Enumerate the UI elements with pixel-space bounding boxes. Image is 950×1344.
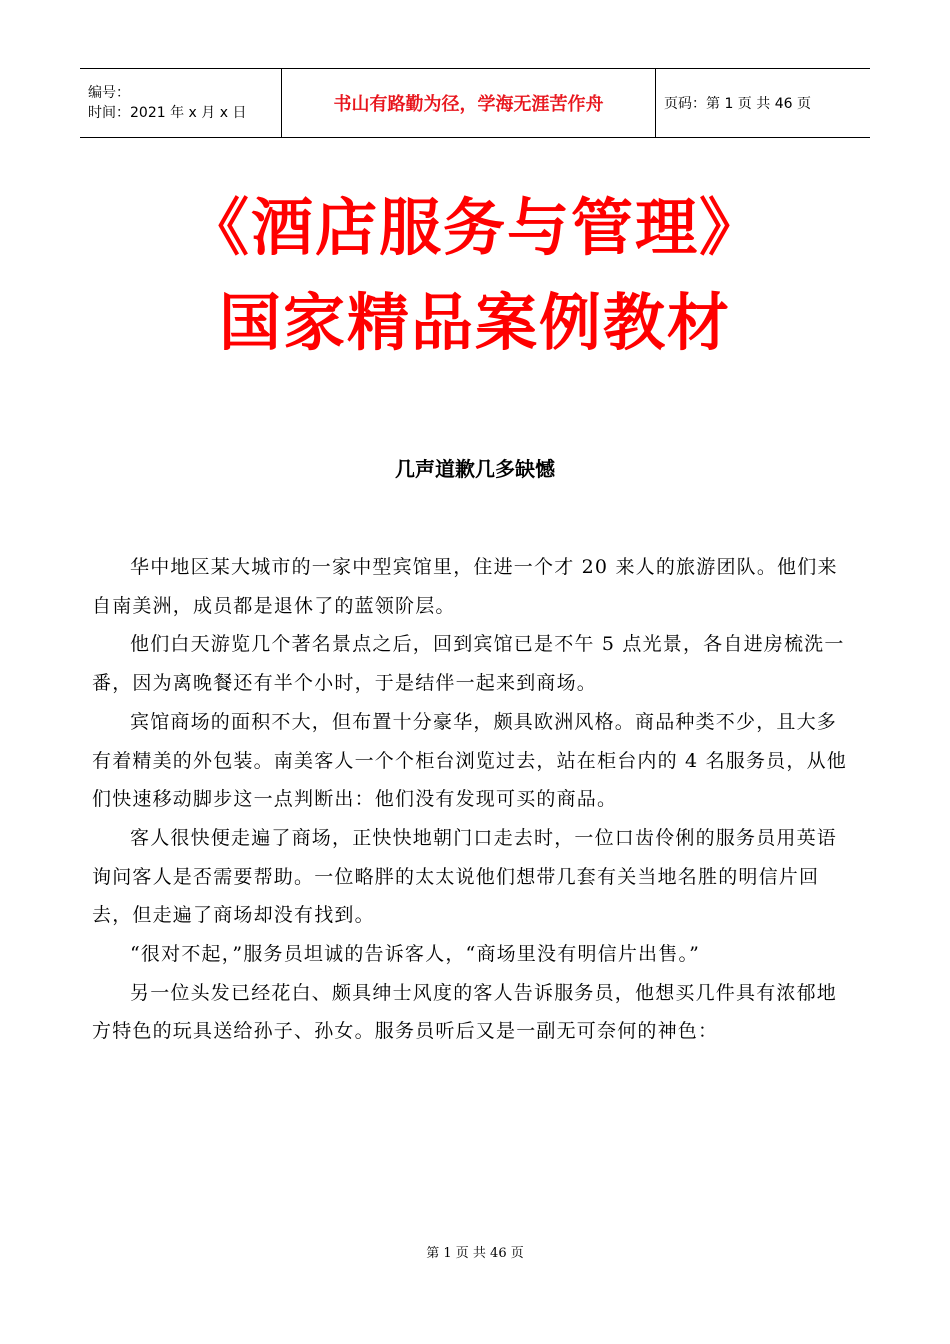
header-page-info: 页码：第 1 页 共 46 页 [664, 96, 811, 112]
paragraph: 华中地区某大城市的一家中型宾馆里，住进一个才 20 来人的旅游团队。他们来自南美洲，成员都是退休了的蓝领阶层。 [92, 556, 838, 617]
document-number-label: 编号： [88, 85, 130, 101]
main-title-line-1: 《酒店服务与管理》 [186, 191, 763, 264]
main-title-line-2: 国家精品案例教材 [218, 286, 731, 359]
paragraph: 客人很快便走遍了商场，正快快地朝门口走去时，一位口齿伶俐的服务员用英语询问客人是否需要帮助。一位略胖的太太说他们想带几套有关当地名胜的明信片回去，但走遍了商场却没有找到。 [92, 826, 838, 927]
paragraph: 另一位头发已经花白、颇具绅士风度的客人告诉服务员，他想买几件具有浓郁地方特色的玩具送给孙子、孙女。服务员听后又是一副无可奈何的神色： [92, 981, 838, 1043]
paragraph: 宾馆商场的面积不大，但布置十分豪华，颇具欧洲风格。商品种类不少，且大多有着精美的外包装。南美客人一个个柜台浏览过去，站在柜台内的 4 名服务员，从他们快速移动脚步这一点判断出：他们没有发现可买的商品。 [92, 710, 847, 811]
header-motto: 书山有路勤为径，学海无涯苦作舟 [282, 69, 656, 137]
paragraph: “很对不起，”服务员坦诚的告诉客人，“商场里没有明信片出售。” [130, 943, 701, 966]
document-header [80, 68, 870, 138]
case-title: 几声道歉几多缺憾 [395, 457, 555, 481]
paragraph: 他们白天游览几个著名景点之后，回到宾馆已是不午 5 点光景，各自进房梳洗一番，因为离晚餐还有半个小时，于是结伴一起来到商场。 [92, 633, 845, 695]
case-body [92, 548, 856, 1051]
document-time-label: 时间：2021 年 x 月 x 日 [88, 105, 247, 121]
header-info-cell [80, 69, 282, 137]
page-footer: 第 1 页 共 46 页 [426, 1246, 524, 1261]
